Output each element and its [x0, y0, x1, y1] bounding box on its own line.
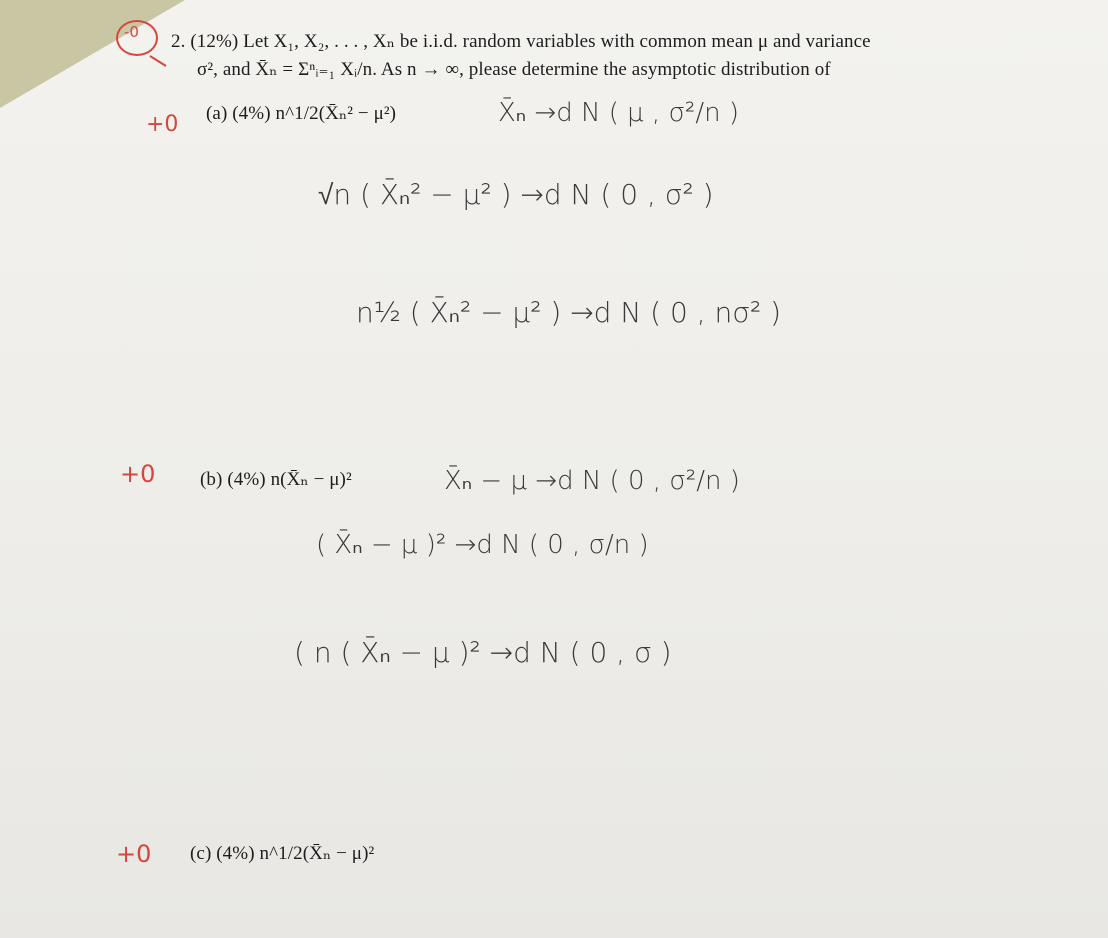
part-c-expression: n^1/2(X̄ₙ − μ)² [259, 843, 375, 864]
part-a-work-2: n½ ( X̄ₙ² − μ² ) →d N ( 0 , nσ² ) [356, 296, 782, 329]
part-b-work-1: ( X̄ₙ − μ )² →d N ( 0 , σ/n ) [316, 530, 649, 560]
part-b-work-2: ( n ( X̄ₙ − μ )² →d N ( 0 , σ ) [294, 636, 672, 669]
part-a-label: (a) [206, 103, 228, 124]
part-a-work-1: √n ( X̄ₙ² − μ² ) →d N ( 0 , σ² ) [318, 178, 714, 211]
part-b-heading [200, 468, 352, 491]
problem-text-2: σ², and X̄ₙ = Σⁿᵢ₌₁ Xᵢ/n. As n → ∞, please determine the asymptotic distribution of [197, 59, 831, 80]
grade-circle-text: -0 [124, 23, 139, 41]
part-a-expression: n^1/2(X̄ₙ² − μ²) [275, 103, 397, 124]
part-b-expression: n(X̄ₙ − μ)² [270, 469, 352, 490]
problem-weight: (12%) [190, 31, 239, 52]
part-b-grade: +0 [120, 460, 156, 488]
part-a-work-0: X̄ₙ →d N ( μ , σ²/n ) [498, 98, 739, 128]
problem-number: 2. [171, 31, 186, 52]
part-c-heading [190, 842, 374, 865]
grade-tick-mark [148, 54, 170, 68]
part-a-heading [206, 102, 396, 125]
part-c-label: (c) [190, 843, 212, 864]
part-b-work-0: X̄ₙ − μ →d N ( 0 , σ²/n ) [444, 466, 740, 496]
part-a-grade: +0 [146, 112, 179, 137]
part-c-grade: +0 [116, 840, 152, 868]
part-a-weight: (4%) [232, 103, 271, 124]
problem-line-1 [171, 30, 871, 53]
part-b-label: (b) [200, 469, 223, 490]
problem-text-1: Let X₁, X₂, . . . , Xₙ be i.i.d. random variables with common mean μ and variance [243, 31, 871, 52]
part-c-weight: (4%) [216, 843, 255, 864]
part-b-weight: (4%) [227, 469, 266, 490]
problem-line-2 [197, 58, 831, 81]
